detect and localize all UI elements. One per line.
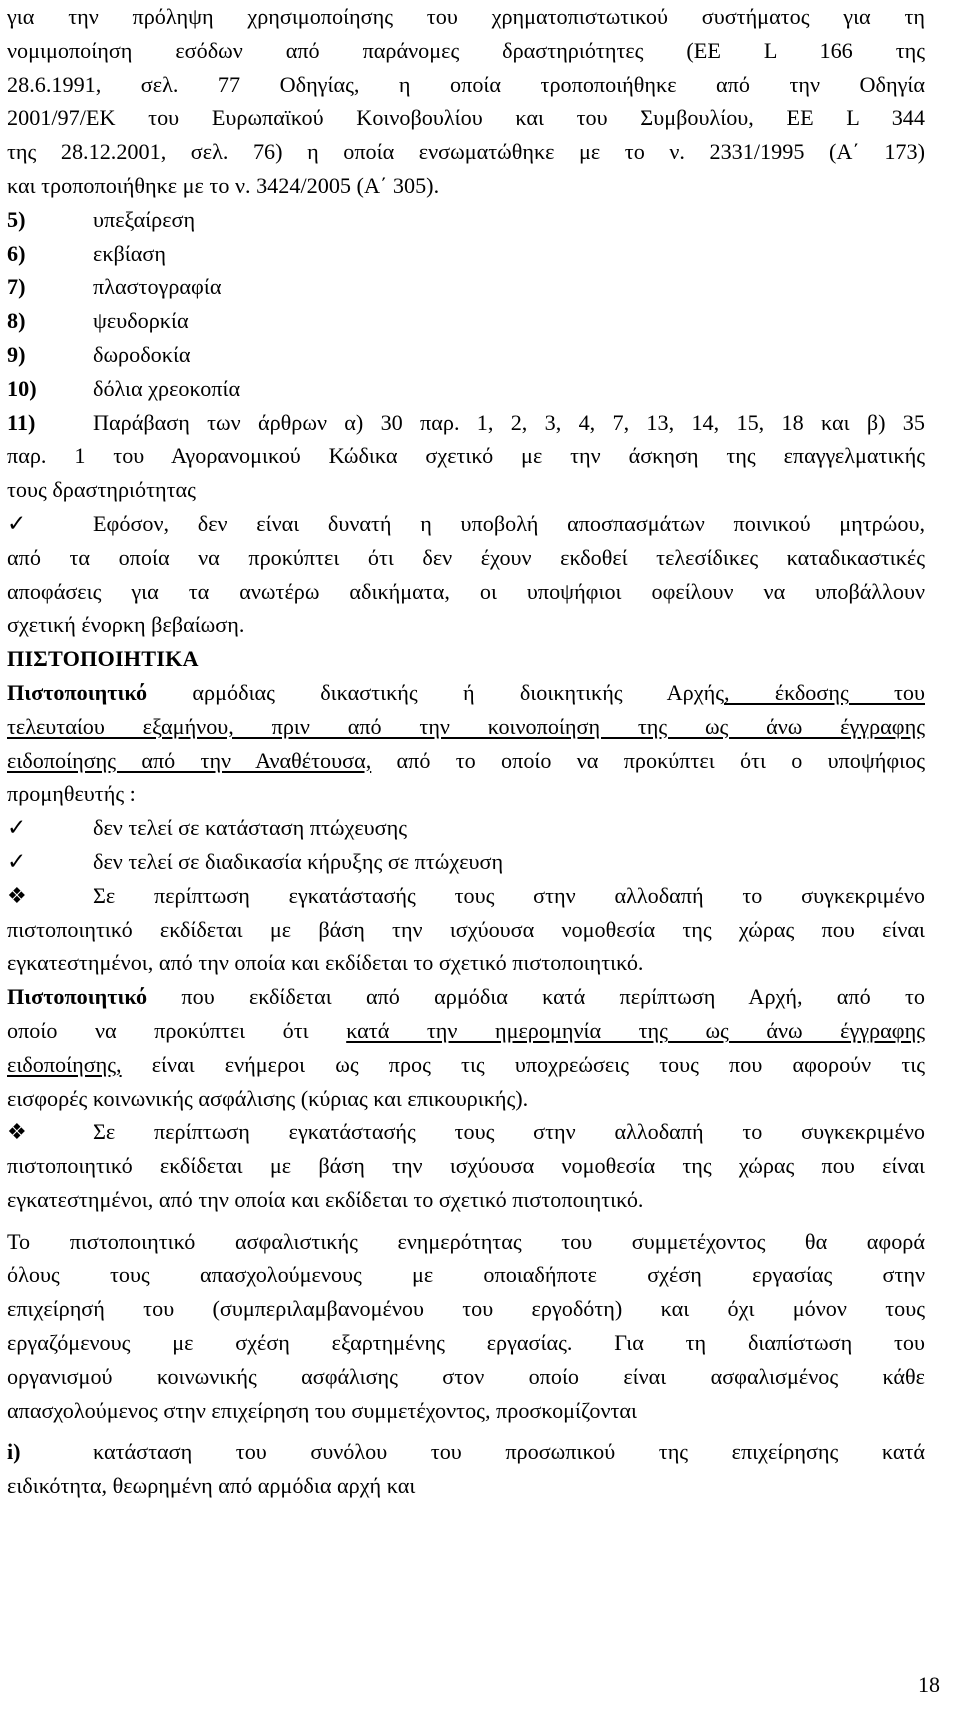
offence-text: ψευδορκία <box>93 308 189 334</box>
foreign-note-text: Σε περίπτωση εγκατάστασής τους στην αλλοδαπή το συγκεκριμένο <box>93 1119 925 1145</box>
cert2-line <box>7 1014 925 1048</box>
intro-line: 28.6.1991, σελ. 77 Οδηγίας, η οποία τροποποιήθηκε από την Οδηγία <box>7 71 925 97</box>
insurance-line: επιχείρησή του (συμπεριλαμβανομένου του εργοδότη) και όχι μόνον τους <box>7 1296 925 1322</box>
offence-number: 6) <box>7 240 26 266</box>
check-icon: ✓ <box>7 510 27 536</box>
cert1-line <box>7 744 925 778</box>
cert1-underlined: ειδοποίησης από την Αναθέτουσα, <box>7 747 372 773</box>
cert1-text: από το οποίο να προκύπτει ότι ο υποψήφιος <box>371 747 925 773</box>
offence-item <box>7 270 925 304</box>
sworn-note-text: Εφόσον, δεν είναι δυνατή η υποβολή αποσπασμάτων ποινικού μητρώου, <box>93 510 925 536</box>
offence-item <box>7 372 925 406</box>
insurance-line: οργανισμού κοινωνικής ασφάλισης στον οποίο είναι ασφαλισμένος κάθε <box>7 1363 925 1389</box>
paragraph-gap <box>7 1217 925 1225</box>
cert2-bold: Πιστοποιητικό <box>7 984 148 1010</box>
offence-item <box>7 338 925 372</box>
diamond-bullet-icon: ❖ <box>7 1119 27 1145</box>
intro-line: και τροποποιήθηκε με το ν. 3424/2005 (Α΄ 305). <box>7 172 440 198</box>
item-i-number: i) <box>7 1439 21 1465</box>
intro-line: για την πρόληψη χρησιμοποίησης του χρηματοπιστωτικού συστήματος για τη <box>7 4 925 29</box>
cert2-text: οποίο να προκύπτει ότι <box>7 1017 347 1043</box>
paragraph-gap <box>7 1427 925 1435</box>
insurance-line: εργαζόμενους με σχέση εξαρτημένης εργασίας. Για τη διαπίστωση του <box>7 1330 925 1356</box>
cert1-text: αρμόδιας δικαστικής ή διοικητικής Αρχής <box>147 679 724 705</box>
sworn-note-line: σχετική ένορκη βεβαίωση. <box>7 612 245 638</box>
offence-text: εκβίαση <box>93 240 166 266</box>
offence-number: 10) <box>7 375 37 401</box>
item-i-text: κατάσταση του συνόλου του προσωπικού της επιχείρησης κατά <box>93 1439 925 1465</box>
cert2-underlined: κατά την ημερομηνία της ως άνω έγγραφης <box>346 1017 925 1043</box>
cert1-line: προμηθευτής : <box>7 781 136 807</box>
offence-number: 7) <box>7 274 26 300</box>
offence-item <box>7 237 925 271</box>
cert1-line <box>7 710 925 744</box>
offence-item <box>7 406 925 440</box>
intro-line: 2001/97/ΕΚ του Ευρωπαϊκού Κοινοβουλίου και του Συμβουλίου, ΕΕ L 344 <box>7 105 925 131</box>
cert2-line: εισφορές κοινωνικής ασφάλισης (κύριας και επικουρικής). <box>7 1085 529 1111</box>
foreign-note-line: πιστοποιητικό εκδίδεται με βάση την ισχύουσα νομοθεσία της χώρας που είναι <box>7 1153 925 1179</box>
foreign-note-first <box>7 879 925 913</box>
item-i-second: ειδικότητα, θεωρημένη από αρμόδια αρχή και <box>7 1473 416 1499</box>
cert2-line <box>7 980 925 1014</box>
cert2-line <box>7 1048 925 1082</box>
cert2-text: που εκδίδεται από αρμόδια κατά περίπτωση Αρχή, από το <box>147 984 925 1010</box>
check-item-text: δεν τελεί σε κατάσταση πτώχευσης <box>93 815 407 841</box>
cert1-bold: Πιστοποιητικό <box>7 679 148 705</box>
check-icon: ✓ <box>7 815 27 841</box>
sworn-note-line: αποφάσεις για τα ανωτέρω αδικήματα, οι υποψήφιοι οφείλουν να υποβάλλουν <box>7 578 925 604</box>
intro-line: της 28.12.2001, σελ. 76) η οποία ενσωματώθηκε με το ν. 2331/1995 (Α΄ 173) <box>7 139 925 165</box>
foreign-note-line: εγκατεστημένοι, από την οποία και εκδίδεται το σχετικό πιστοποιητικό. <box>7 950 644 976</box>
page-number: 18 <box>918 1672 940 1697</box>
offence-text: Παράβαση των άρθρων α) 30 παρ. 1, 2, 3, 4, 7, 13, 14, 15, 18 και β) 35 <box>93 409 925 435</box>
document-page <box>7 0 925 1503</box>
offence-text: υπεξαίρεση <box>93 206 196 232</box>
cert1-check-item <box>7 845 925 879</box>
offence-number: 11) <box>7 409 36 435</box>
foreign-note-first <box>7 1115 925 1149</box>
section-heading: ΠΙΣΤΟΠΟΙΗΤΙΚΑ <box>7 646 199 672</box>
diamond-bullet-icon: ❖ <box>7 882 27 908</box>
insurance-line: όλους τους απασχολούμενους με οποιαδήποτε σχέση εργασίας στην <box>7 1262 925 1288</box>
check-icon: ✓ <box>7 848 27 874</box>
insurance-line: απασχολούμενος στην επιχείρηση του συμμετέχοντος, προσκομίζονται <box>7 1397 638 1423</box>
check-item-text: δεν τελεί σε διαδικασία κήρυξης σε πτώχευση <box>93 848 504 874</box>
sworn-note-first <box>7 507 925 541</box>
cert2-text: είναι ενήμεροι ως προς τις υποχρεώσεις τους που αφορούν τις <box>121 1051 925 1077</box>
foreign-note-text: Σε περίπτωση εγκατάστασής τους στην αλλοδαπή το συγκεκριμένο <box>93 882 925 908</box>
offence-number: 5) <box>7 206 26 232</box>
cert1-underlined: τελευταίου εξαμήνου, πριν από την κοινοποίηση της ως άνω έγγραφης <box>7 713 925 739</box>
foreign-note-line: πιστοποιητικό εκδίδεται με βάση την ισχύουσα νομοθεσία της χώρας που είναι <box>7 916 925 942</box>
offence-number: 9) <box>7 341 26 367</box>
offence-number: 8) <box>7 308 26 334</box>
offence-item <box>7 203 925 237</box>
cert1-check-item <box>7 811 925 845</box>
offence-text: πλαστογραφία <box>93 274 222 300</box>
cert2-underlined: ειδοποίησης, <box>7 1051 122 1077</box>
offence-text: δόλια χρεοκοπία <box>93 375 241 401</box>
insurance-line: Το πιστοποιητικό ασφαλιστικής ενημερότητας του συμμετέχοντος θα αφορά <box>7 1228 925 1254</box>
offence-continuation: παρ. 1 του Αγορανομικού Κώδικα σχετικό με την άσκηση της επαγγελματικής <box>7 443 925 469</box>
offence-text: δωροδοκία <box>93 341 191 367</box>
foreign-note-line: εγκατεστημένοι, από την οποία και εκδίδεται το σχετικό πιστοποιητικό. <box>7 1186 644 1212</box>
offence-item <box>7 304 925 338</box>
sworn-note-line: από τα οποία να προκύπτει ότι δεν έχουν εκδοθεί τελεσίδικες καταδικαστικές <box>7 544 925 570</box>
cert1-line <box>7 676 925 710</box>
item-i-first <box>7 1435 925 1469</box>
intro-line: νομιμοποίηση εσόδων από παράνομες δραστηριότητες (ΕΕ L 166 της <box>7 37 925 63</box>
offence-continuation: τους δραστηριότητας <box>7 477 196 503</box>
cert1-underlined: , έκδοσης του <box>723 679 925 705</box>
